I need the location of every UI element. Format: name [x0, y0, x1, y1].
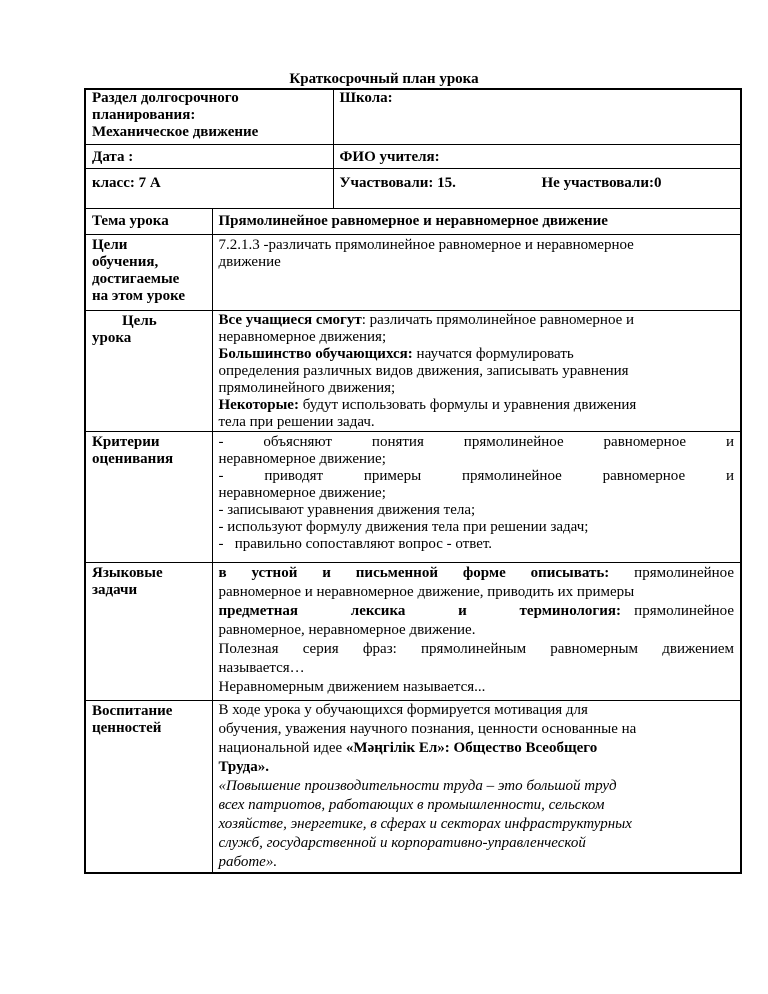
row-criteria: [85, 431, 741, 562]
lesson-goal-most: [219, 346, 735, 363]
lesson-goal-most-text-3: прямолинейного движения;: [218, 379, 396, 396]
language-line-4: равномерное, неравномерное движение.: [218, 621, 476, 638]
lesson-goal-label-1: Цель: [122, 312, 157, 329]
criteria-label-cell: [85, 431, 212, 562]
values-quote-1: «Повышение производительности труда – это большой труд: [218, 777, 617, 794]
language-text-1: прямолинейное: [609, 564, 734, 581]
language-line-3: [219, 602, 735, 621]
row-values: [85, 700, 741, 873]
values-quote-5: работе».: [218, 853, 278, 870]
lesson-goal-all-text-2: неравномерное движения;: [218, 328, 387, 345]
criteria-line-6: - используют формулу движения тела при решении задач;: [218, 518, 589, 535]
topic-label: Тема урока: [92, 212, 169, 229]
language-line-2: равномерное и неравномерное движение, приводить их примеры: [218, 583, 635, 600]
learning-goals-value-cell: [212, 234, 741, 310]
header-row-section: [85, 89, 741, 144]
lesson-goal-most-bold: Большинство обучающихся:: [218, 345, 413, 362]
values-line-2: обучения, уважения научного познания, ценности основанные на: [218, 720, 637, 737]
topic-value: Прямолинейное равномерное и неравномерное движение: [218, 212, 608, 229]
language-label-1: Языковые: [92, 564, 163, 581]
topic-label-cell: [85, 208, 212, 234]
lesson-goal-some-text: будут использовать формулы и уравнения движения: [298, 396, 637, 413]
lesson-goal-most-text: научатся формулировать: [412, 345, 574, 362]
lesson-goal-all-text: : различать прямолинейное равномерное и: [361, 311, 635, 328]
criteria-label-2: оценивания: [92, 450, 174, 467]
row-lesson-goal: [85, 310, 741, 431]
criteria-line-5: - записывают уравнения движения тела;: [218, 501, 476, 518]
school-cell: [333, 89, 741, 144]
participated-count: Участвовали: 15.: [339, 174, 456, 191]
values-line-3: [219, 739, 735, 758]
topic-value-cell: [212, 208, 741, 234]
values-quote-3: хозяйстве, энергетике, в сферах и секторах инфраструктурных: [218, 815, 632, 832]
section-label-line-1: Раздел долгосрочного: [92, 90, 239, 106]
learning-goals-label-cell: [85, 234, 212, 310]
language-text-2: прямолинейное: [620, 602, 734, 619]
language-line-5: Полезная серия фраз: прямолинейным равномерным движением: [218, 640, 735, 657]
participation-cell: [333, 168, 741, 208]
section-label-line-2: планирования:: [92, 107, 196, 123]
learning-goals-label-1: Цели: [92, 236, 128, 253]
language-line-1: [219, 563, 735, 583]
values-label-cell: [85, 700, 212, 873]
row-topic: [85, 208, 741, 234]
values-line-3-text: национальной идее: [218, 739, 346, 756]
values-line-3-bold: «Мәңгілік Ел»: Общество Всеобщего: [345, 739, 598, 756]
teacher-cell: [333, 144, 741, 168]
values-label-2: ценностей: [92, 719, 162, 736]
language-bold-2: предметная лексика и терминология:: [218, 602, 621, 619]
language-bold-1: в устной и письменной форме описывать:: [218, 564, 610, 581]
values-line-4-bold: Труда».: [218, 758, 269, 775]
language-label-2: задачи: [92, 581, 138, 598]
values-value-cell: [212, 700, 741, 873]
school-label: Школа:: [339, 90, 393, 106]
lesson-goal-label-cell: [85, 310, 212, 431]
class-label: класс: 7 А: [92, 174, 161, 191]
teacher-label: ФИО учителя:: [339, 148, 440, 165]
criteria-line-2: неравномерное движение;: [218, 450, 386, 467]
learning-goal-line-1: 7.2.1.3 -различать прямолинейное равномерное и неравномерное: [218, 236, 634, 253]
language-label-cell: [85, 562, 212, 700]
learning-goals-label-3: достигаемые: [92, 270, 180, 287]
lesson-goal-some-text-2: тела при решении задач.: [218, 413, 375, 430]
document-title: Краткосрочный план урока: [289, 71, 479, 87]
lesson-goal-some-bold: Некоторые:: [218, 396, 299, 413]
absent-count: Не участвовали:0: [541, 174, 662, 191]
language-line-7: Неравномерным движением называется...: [218, 678, 486, 695]
criteria-line-1: - объясняют понятия прямолинейное равномерное и: [218, 433, 735, 450]
header-row-class: [85, 168, 741, 208]
lesson-goal-all: [219, 311, 735, 329]
row-learning-goals: [85, 234, 741, 310]
section-cell: [85, 89, 333, 144]
row-language: [85, 562, 741, 700]
language-line-6: называется…: [218, 659, 305, 676]
criteria-line-3: - приводят примеры прямолинейное равномерное и: [218, 467, 735, 484]
date-cell: [85, 144, 333, 168]
criteria-value-cell: [212, 431, 741, 562]
learning-goal-line-2: движение: [218, 253, 281, 270]
header-row-date: [85, 144, 741, 168]
criteria-label-1: Критерии: [92, 433, 160, 450]
lesson-goal-label-2: урока: [92, 329, 132, 346]
lesson-goal-all-bold: Все учащиеся смогут: [218, 311, 362, 328]
class-cell: [85, 168, 333, 208]
language-value-cell: [212, 562, 741, 700]
criteria-line-7: - правильно сопоставляют вопрос - ответ.: [218, 535, 493, 552]
learning-goals-label-2: обучения,: [92, 253, 159, 270]
criteria-line-4: неравномерное движение;: [218, 484, 386, 501]
section-value: Механическое движение: [92, 124, 259, 140]
lesson-goal-some: [219, 397, 735, 414]
lesson-goal-value-cell: [212, 310, 741, 431]
values-line-1: В ходе урока у обучающихся формируется мотивация для: [218, 701, 588, 718]
values-quote-2: всех патриотов, работающих в промышленности, сельском: [218, 796, 605, 813]
lesson-plan-table: [84, 88, 740, 874]
values-label-1: Воспитание: [92, 702, 173, 719]
lesson-goal-most-text-2: определения различных видов движения, записывать уравнения: [218, 362, 629, 379]
values-quote-4: служб, государственной и корпоративно-управленческой: [218, 834, 586, 851]
date-label: Дата :: [92, 148, 134, 165]
learning-goals-label-4: на этом уроке: [92, 287, 185, 304]
